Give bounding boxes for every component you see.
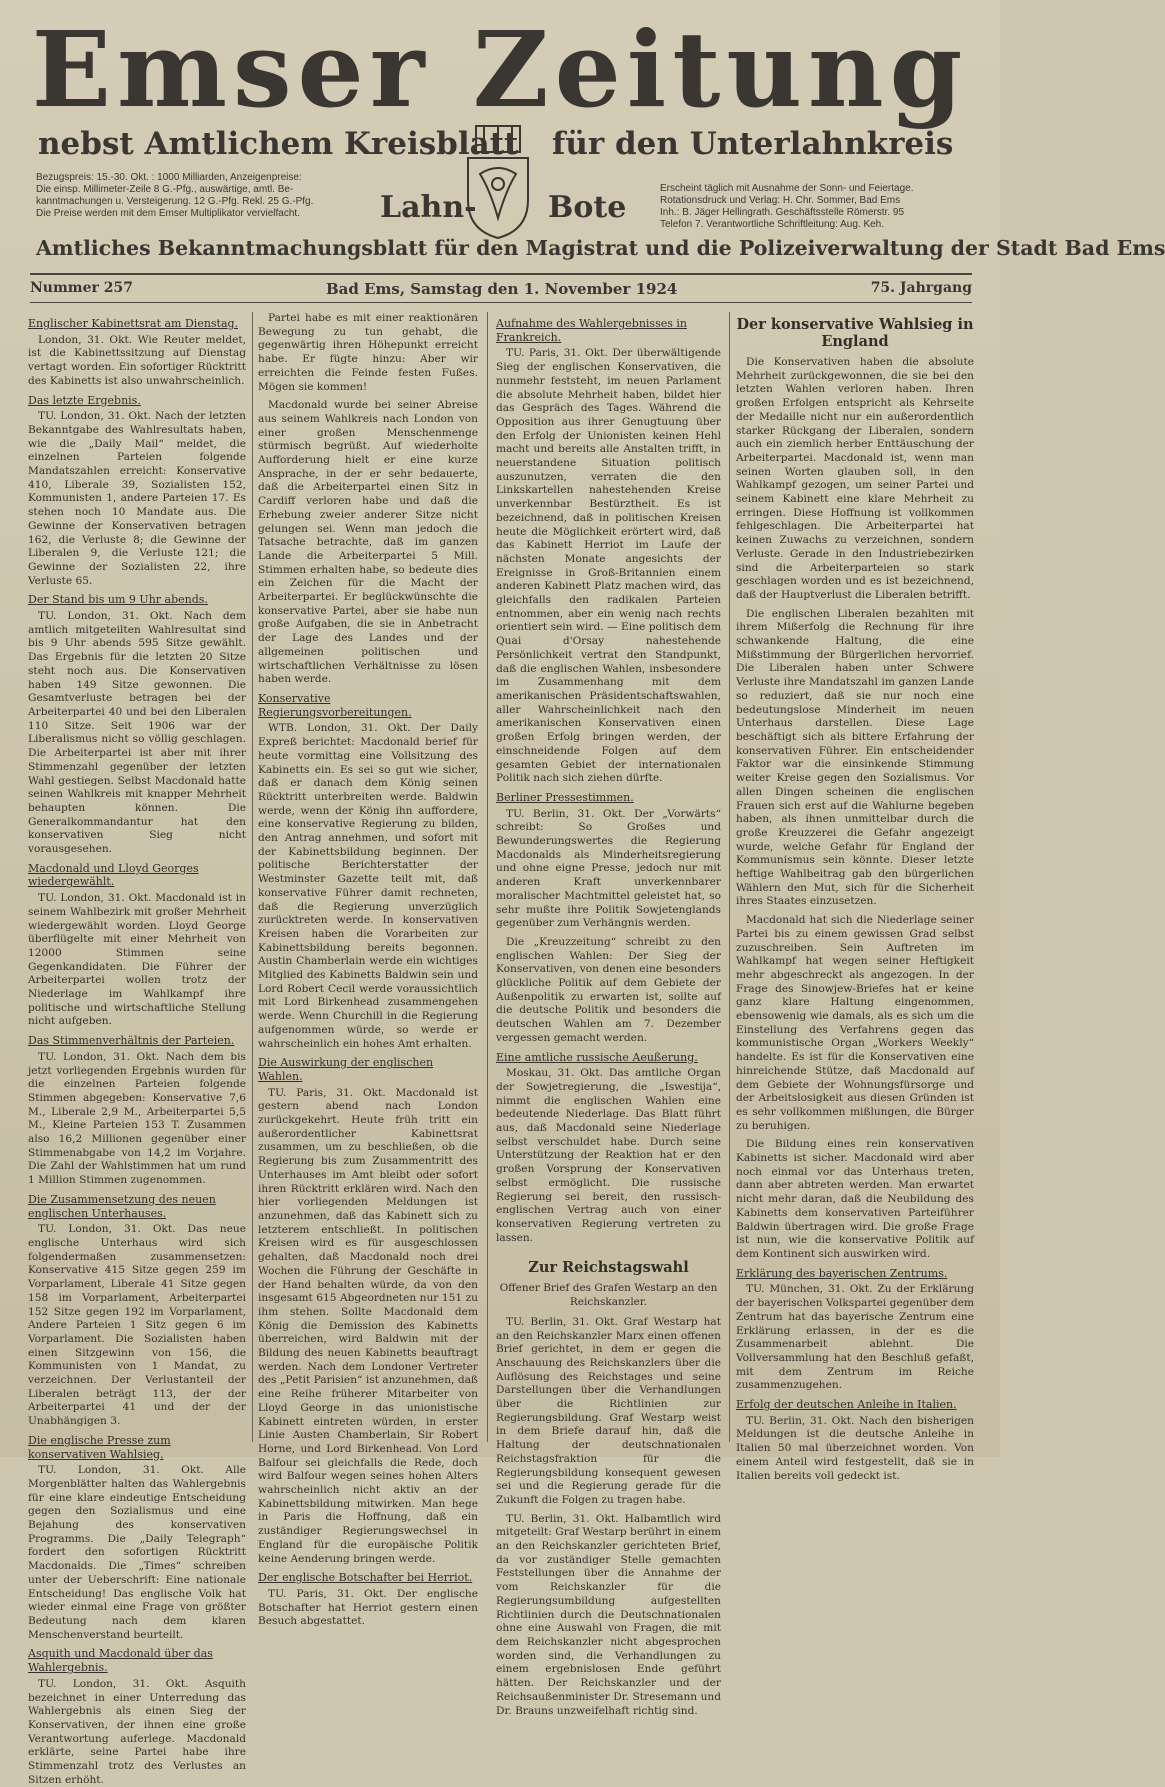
article-headline: Der Stand bis um 9 Uhr abends. <box>28 593 208 607</box>
divider-rule <box>30 302 972 303</box>
divider-rule <box>30 273 972 275</box>
section-headline: Der konservative Wahlsieg in England <box>736 316 974 350</box>
bote-label: Bote <box>548 190 627 225</box>
article-paragraph: Die Konservativen haben die absolute Mehrheit zurückgewonnen, die sie bei den letzten Wahlen verloren haben. Ihren großen Erfolgen entspricht als Kehrseite der Medaille nicht nur ein außerordentlich starker Rückgang der Liberalen, sondern auch ein ziemlich herber Enttäuschung der Arbeiterpartei. Macdonald ist, wenn man seinen Worten glauben soll, in den Wahlkampf gezogen, um seiner Partei und seinem Kabinett eine klare Mehrheit zu erringen. Diese Hoffnung ist vollkommen fehlgeschlagen. Die Arbeiterpartei hat keinen Zuwachs zu verzeichnen, sondern Verluste. Gerade in den Industriebezirken sind die Arbeiterparteien so stark geschlagen worden und es ist bezeichnend, daß der Hauptverlust die Liberalen betrifft. <box>736 356 974 601</box>
column-1 <box>28 312 246 1786</box>
issue-date: Bad Ems, Samstag den 1. November 1924 <box>326 280 678 298</box>
section-headline: Zur Reichstagswahl <box>528 1259 689 1277</box>
article-paragraph: TU. London, 31. Okt. Asquith bezeichnet in einer Unterredung das Wahlergebnis als einen Sieg der Konservativen, der ihnen eine große Verantwortung auferlege. Macdonald erklärte, seine Partei habe ihre Stimmenzahl trotz des Verlustes an Sitzen erhöht. <box>28 1677 246 1786</box>
article-headline: Das letzte Ergebnis. <box>28 393 141 407</box>
article-headline: Erfolg der deutschen Anleihe in Italien. <box>736 1398 957 1412</box>
article-headline: Asquith und Macdonald über das Wahlergebnis. <box>28 1647 213 1675</box>
article-headline: Die Zusammensetzung des neuen englischen Unterhauses. <box>28 1192 216 1220</box>
article-paragraph: TU. London, 31. Okt. Nach dem amtlich mitgeteilten Wahlresultat sind bis 9 Uhr abends 595 Sitze gewählt. Das Ergebnis für die letzten 20 Sitze steht noch aus. Die Konservativen haben 149 Sitze gewonnen. Die Gesamtverluste betragen bei der Arbeiterpartei 40 und bei den Liberalen 110 Sitze. Seit 1906 war der Liberalismus nicht so völlig geschlagen. Die Arbeiterpartei ist aber mit ihrer Stimmenzahl gegenüber der letzten Wahl gestiegen. Selbst Macdonald hatte seinen Wahlkreis mit knapper Mehrheit behaupten können. Die Generalkommandantur hat den konservativen Sieg nicht vorausgesehen. <box>28 610 246 856</box>
article-paragraph: Macdonald hat sich die Niederlage seiner Partei bis zu einem gewissen Grad selbst zuzuschreiben. Sein Auftreten im Wahlkampf hat wegen seiner Heftigkeit mehr abgeschreckt als angezogen. In der Frage des Sinowjew-Briefes hat er keine ganz klare Haltung eingenommen, ebensowenig wie damals, als es sich um die Einstellung des Verfahrens gegen das kommunistische Organ „Workers Weekly“ handelte. Es ist für die Konservativen eine hinreichende Stütze, daß Macdonald auf dem Gebiete der Wohnungsfürsorge und der Arbeitslosigkeit aus diesen Gründen ist es sehr vollkommen mißlungen, die Bürger zu beruhigen. <box>736 914 974 1132</box>
article-headline: Aufnahme des Wahlergebnisses in Frankreich. <box>496 317 687 344</box>
price-line: Die Preise werden mit dem Emser Multiplikator vervielfacht. <box>36 208 300 219</box>
newspaper-title: Emser Zeitung <box>31 8 969 131</box>
issue-number: Nummer 257 <box>30 280 133 296</box>
article-headline: Das Stimmenverhältnis der Parteien. <box>28 1034 235 1048</box>
article-subheadline: Offener Brief des Grafen Westarp an den Reichskanzler. <box>499 1282 718 1309</box>
article-paragraph: Moskau, 31. Okt. Das amtliche Organ der Sowjetregierung, die „Iswestija“, nimmt die englischen Wahlen eine bedeutende Niederlage. Das Blatt führt aus, daß Macdonald seine Niederlage selbst verschuldet habe. Durch seine Unterstützung der Reaktion hat er den großen Vorsprung der Konservativen selbst ermöglicht. Die russische Regierung sei bereit, den russisch-englischen Vertrag auch von einer konservativen Regierung vertreten zu lassen. <box>496 1067 721 1244</box>
publisher-line: Telefon 7. Verantwortliche Schriftleitung: Aug. Keh. <box>660 219 885 230</box>
article-paragraph: TU. Berlin, 31. Okt. Halbamtlich wird mitgeteilt: Graf Westarp berührt in einem an den Reichskanzler gerichteten Brief, da vor zuständiger Stelle gemachten Feststellungen über die Annahme der vom Reichskanzler für die Regierungsumbildung aufgestellten Richtlinien durch die Deutschnationalen ohne eine Auswahl von Fragen, die mit dem Reichskanzler nicht abgesprochen worden sind, die Verhandlungen zu einem ergebnislosen Ende geführt hätten. Der Reichskanzler und der Reichsaußenminister Dr. Stresemann und Dr. Brauns unzweifelhaft richtig sind. <box>496 1512 721 1717</box>
publisher-line: Inh.: B. Jäger Hellingrath. Geschäftsstelle Römerstr. 95 <box>660 207 904 218</box>
article-paragraph: TU. London, 31. Okt. Macdonald ist in seinem Wahlbezirk mit großer Mehrheit wiedergewählt worden. Lloyd George überflügelte mit einer Mehrheit von 12000 Stimmen seine Gegenkandidaten. Die Führer der Arbeiterpartei wollen trotz der Niederlage im Wahlkampf ihre politische und wirtschaftliche Stellung nicht aufgeben. <box>28 892 246 1028</box>
article-paragraph: London, 31. Okt. Wie Reuter meldet, ist die Kabinettssitzung auf Dienstag vertagt worden. Ein sofortiger Rücktritt des Kabinetts ist also unwahrscheinlich. <box>28 333 246 387</box>
publisher-info <box>660 183 970 231</box>
lahn-label: Lahn- <box>380 190 477 225</box>
article-paragraph: Macdonald wurde bei seiner Abreise aus seinem Wahlkreis nach London von einer großen Menschenmenge stürmisch begrüßt. Auf wiederholte Aufforderung hielt er eine kurze Ansprache, in der er sehr bedauerte, daß die Arbeiterpartei einen Sitz in Cardiff verloren habe und daß die Erhebung zweier anderer Sitze nicht gelungen sei. Wenn man jedoch die Tatsache betrachte, daß im ganzen Lande die Arbeiterpartei 5 Mill. Stimmen erhalten habe, so bedeute dies ein Zeichen für die Macht der Arbeiterpartei. Er beglückwünschte die konservative Partei, aber sie habe nun große Aufgaben, die sie in Anbetracht der Lage des Landes und der allgemeinen politischen und wirtschaftlichen Verhältnisse zu lösen haben werde. <box>258 399 478 686</box>
subtitle-right: für den Unterlahnkreis <box>552 126 954 162</box>
article-paragraph: TU. Paris, 31. Okt. Macdonald ist gestern abend nach London zurückgekehrt. Heute früh tritt ein außerordentlicher Kabinettsrat zusammen, um zu beschließen, ob die Regierung bis zum Zusammentritt des Unterhauses im Amt bleibt oder sofort ihren Rücktritt erklären wird. Nach den hier vorliegenden Meldungen ist anzunehmen, daß das Kabinett sich zu letzterem entschließt. In politischen Kreisen wird es für ausgeschlossen gehalten, daß Macdonald noch drei Wochen die Führung der Geschäfte in der Hand behalten würde, da von den insgesamt 615 Abgeordneten nur 151 zu ihm stehen. Sollte Macdonald dem König die Demission des Kabinetts überreichen, wird Baldwin mit der Bildung des neuen Kabinetts beauftragt werden. Nach dem Londoner Vertreter des „Petit Parisien“ ist anzunehmen, daß eine Reihe früherer Mitarbeiter von Lloyd George in das unionistische Kabinett eintreten würden, in erster Linie Austen Chamberlain, Sir Robert Horne, und Lord Birkenhead. Von Lord Balfour sei gleichfalls die Rede, doch wird Balfour wegen seines hohen Alters wahrscheinlich nicht aktiv an der Kabinettsbildung mitwirken. Man hege in Paris die Hoffnung, daß ein zuständiger Regierungswechsel in England für die europäische Politik keine Aenderung bringen werde. <box>258 1086 478 1565</box>
publisher-line: Rotationsdruck und Verlag: H. Chr. Sommer, Bad Ems <box>660 195 901 206</box>
article-paragraph: TU. Paris, 31. Okt. Der englische Botschafter hat Herriot gestern einen Besuch abgestattet. <box>258 1587 478 1628</box>
publisher-line: Erscheint täglich mit Ausnahme der Sonn- und Feiertage. <box>660 183 914 194</box>
volume-year: 75. Jahrgang <box>870 280 972 296</box>
article-headline: Berliner Pressestimmen. <box>496 790 634 804</box>
masthead <box>0 0 1165 300</box>
article-paragraph: Partei habe es mit einer reaktionären Bewegung zu tun gehabt, die gegenwärtig ihren Höhepunkt erreicht habe. Er fügte hinzu: Aber wir erreichten die Feinde festen Fußes. Mögen sie kommen! <box>258 312 478 393</box>
article-paragraph: TU. Berlin, 31. Okt. Graf Westarp hat an den Reichskanzler Marx einen offenen Brief gerichtet, in dem er gegen die Anschauung des Reichskanzlers über die Auflösung des Reichstages und seine Darstellungen über die Verhandlungen über die Richtlinien zur Regierungsbildung. Graf Westarp weist in dem Briefe darauf hin, daß die Haltung der deutschnationalen Reichstagsfraktion für die Regierungsbildung konsequent gewesen sei und die Regierung gerade für die Zukunft die Folgen zu tragen habe. <box>496 1315 721 1506</box>
price-line: kanntmachungen u. Versteigerung. 12 G.-Pfg. Rekl. 25 G.-Pfg. <box>36 196 314 207</box>
article-paragraph: Die „Kreuzzeitung“ schreibt zu den englischen Wahlen: Der Sieg der Konservativen, von denen eine besonders glückliche Politik auf dem Gebiete der Außenpolitik zu erwarten ist, sollte auf die deutsche Politik und besonders die deutschen Wahlen am 7. Dezember vergessen gemacht werden. <box>496 935 721 1044</box>
article-paragraph: TU. Paris, 31. Okt. Der überwältigende Sieg der englischen Konservativen, die nunmehr feststeht, im neuen Parlament die absolute Mehrheit haben, bildet hier das Gespräch des Tages. Während die Opposition aus ihrer Genugtuung über den Erfolg der Unionisten keinen Hehl macht und bereits alle Anstalten trifft, in neuerstandene Situation politisch auszunutzen, verraten die den Linkskartellen nahestehenden Kreise unverkennbar Bestürztheit. Es ist bezeichnend, daß in politischen Kreisen heute die Möglichkeit erörtert wird, daß das Kabinett Herriot im Laufe der nächsten Monate angesichts der Ereignisse in Groß-Britannien einem anderen Kabinett Platz machen wird, das gleichfalls den radikalen Parteien entnommen, aber ein wenig nach rechts orientiert sein wird. — Eine politisch dem Quai d'Orsay nahestehende Persönlichkeit vertrat den Standpunkt, daß die englischen Wahlen, insbesondere im Zusammenhang mit dem amerikanischen Präsidentschaftswahlen, aller Wahrscheinlichkeit nach den amerikanischen Konservativen einen großen Erfolg bringen werden, der einschneidende Folgen auf dem gesamten Gebiet der internationalen Politik nach sich ziehen dürfte. <box>496 347 721 785</box>
article-paragraph: Die Bildung eines rein konservativen Kabinetts ist sicher. Macdonald wird aber noch einmal vor das Unterhaus treten, dann aber abtreten werden. Man erwartet nicht mehr daran, daß die Neubildung des Kabinetts dem konservativen Parteiführer Baldwin übertragen wird. Die große Frage ist nun, wie die konservative Politik auf dem Kontinent sich auswirken wird. <box>736 1138 974 1260</box>
official-gazette-line: Amtliches Bekanntmachungsblatt für den Magistrat und die Polizeiverwaltung der Stadt Bad Ems <box>36 236 1165 260</box>
price-line: Die einsp. Millimeter-Zeile 8 G.-Pfg., auswärtige, amtl. Be- <box>36 184 294 195</box>
column-divider <box>729 312 730 1442</box>
article-paragraph: TU. Berlin, 31. Okt. Nach den bisherigen Meldungen ist die deutsche Anleihe in Italien 50 mal überzeichnet worden. Von einem Anteil wird festgestellt, daß sie in Italien bereits voll gedeckt ist. <box>736 1414 974 1482</box>
price-line: Bezugspreis: 15.-30. Okt. : 1000 Milliarden, Anzeigenpreise: <box>36 172 302 183</box>
article-paragraph: TU. München, 31. Okt. Zu der Erklärung der bayerischen Volkspartei gegenüber dem Zentrum hat das bayerische Zentrum eine Erklärung erlassen, in der es die Zusammenarbeit ablehnt. Die Vollversammlung hat den Beschluß gefaßt, mit dem Zentrum im Reiche zusammenzugehen. <box>736 1283 975 1392</box>
article-paragraph: TU. London, 31. Okt. Nach der letzten Bekanntgabe des Wahlresultats haben, wie die „Daily Mail“ meldet, die einzelnen Parteien folgende Mandatszahlen erreicht: Konservative 410, Liberale 39, Sozialisten 152, Kommunisten 1, andere Parteien 17. Es stehen noch 10 Mandate aus. Die Gewinne der Konservativen betragen 162, die Verluste 8; die Gewinne der Liberalen 9, die Verluste 121; die Gewinne der Sozialisten 22, ihre Verluste 65. <box>28 410 246 587</box>
article-headline: Die Auswirkung der englischen Wahlen. <box>258 1056 434 1083</box>
column-divider <box>252 312 253 1442</box>
article-headline: Die englische Presse zum konservativen Wahlsieg. <box>28 1433 171 1461</box>
price-info <box>36 172 336 220</box>
article-paragraph: TU. London, 31. Okt. Alle Morgenblätter halten das Wahlergebnis für eine klare eindeutige Entscheidung gegen den Sozialismus und eine Bejahung des konservativen Programms. Die „Daily Telegraph“ fordert den sofortigen Rücktritt Macdonalds. Die „Times“ schreiben unter der Ueberschrift: Eine nationale Entscheidung! Das englische Volk hat wieder einmal eine Frage von größter Bedeutung nach dem klaren Menschenverstand beurteilt. <box>28 1464 246 1641</box>
column-3 <box>496 312 721 1717</box>
dateline <box>30 280 972 302</box>
article-headline: Der englische Botschafter bei Herriot. <box>258 1571 473 1585</box>
article-headline: Englischer Kabinettsrat am Dienstag. <box>28 317 239 330</box>
column-4 <box>736 312 975 1482</box>
subtitle-left: nebst Amtlichem Kreisblatt <box>38 126 519 162</box>
article-headline: Konservative Regierungsvorbereitungen. <box>258 691 412 719</box>
article-paragraph: TU. London, 31. Okt. Nach dem bis jetzt vorliegenden Ergebnis wurden für die einzelnen Parteien folgende Stimmen abgegeben: Konservative 7,6 M., Liberale 2,9 M., Arbeiterpartei 5,5 M., Kleine Parteien 153 T. Zusammen also 16,2 Millionen gegenüber einer Stimmenabgabe von 14,2 im Vorjahre. Die Zahl der Wahlstimmen hat um rund 1 Million Stimmen zugenommen. <box>28 1050 246 1187</box>
article-headline: Eine amtliche russische Aeußerung. <box>496 1050 698 1064</box>
article-headline: Macdonald und Lloyd Georges wiedergewählt. <box>28 861 199 889</box>
column-divider <box>487 312 488 1442</box>
article-paragraph: TU. London, 31. Okt. Das neue englische Unterhaus wird sich folgendermaßen zusammensetzen: Konservative 415 Sitze gegen 259 im Vorparlament, Liberale 41 Sitze gegen 158 im Vorparlament, Arbeiterpartei 152 Sitze gegen 192 im Vorparlament, Andere Parteien 1 Sitz gegen 6 im Vorparlament. Die Sozialisten haben einen Sitzgewinn von 156, die Kommunisten von 1 Mandat, zu verzeichnen. Der Verlustanteil der Liberalen beträgt 113, der der Arbeiterpartei 41 und der der Unabhängigen 3. <box>28 1223 246 1428</box>
article-paragraph: Die englischen Liberalen bezahlten mit ihrem Mißerfolg die Rechnung für ihre schwankende Haltung, die eine Mißstimmung der Bürgerlichen hervorrief. Die Liberalen haben unter Schwere Verluste ihre Mandatszahl im ganzen Lande so reduziert, daß sie nur noch eine bedeutungslose Minderheit im neuen Unterhaus darstellen. Diese Lage beschäftigt sich als bittere Erfahrung der konservativen Führer. Ein entscheidender Faktor war die einsinkende Stimmung weiter Kreise gegen den Sozialismus. Vor allen Dingen scheinen die englischen Frauen sich erst auf die Wahlurne begeben haben, als ihnen unmittelbar durch die große Kreuzzerei die Gefahr angezeigt wurde, welche Gefahr für England der Kommunismus sein könnte. Dieser letzte heftige Wahlbeitrag gab den bürgerlichen Wählern den Mut, sich für die Sicherheit ihres Staates einzusetzen. <box>736 607 974 908</box>
article-paragraph: TU. Berlin, 31. Okt. Der „Vorwärts“ schreibt: So Großes und Bewunderungswertes die Regierung Macdonalds als Minderheitsregierung und ohne eigne Presse, jedoch nur mit anderen Kraft unverkennbarer moralischer Machtmittel geleistet hat, so sehr mußte ihre Politik Sowjetenglands gegenüber zum Verhängnis werden. <box>496 807 721 930</box>
article-headline: Erklärung des bayerischen Zentrums. <box>736 1266 948 1280</box>
article-paragraph: WTB. London, 31. Okt. Der Daily Expreß berichtet: Macdonald berief für heute vormittag eine Vollsitzung des Kabinetts ein. Es sei so gut wie sicher, daß er danach dem König seinen Rücktritt unterbreiten werde. Baldwin werde, wenn der König ihn auffordere, eine konservative Regierung zu bilden, den Antrag annehmen, und sofort mit der Kabinettsbildung beginnen. Der politische Berichterstatter der Westminster Gazette teilt mit, daß konservative Führer damit rechneten, daß die Regierung unverzüglich zurücktreten werde. In konservativen Kreisen haben die Vorarbeiten zur Kabinettsbildung bereits begonnen. Austin Chamberlain werde ein wichtiges Mitglied des Kabinetts Baldwin sein und Lord Robert Cecil werde voraussichtlich mit Lord Birkenhead zusammengehen werde. Wenn Churchill in die Regierung aufgenommen würde, so werde er wahrscheinlich ein hohes Amt erhalten. <box>258 722 478 1050</box>
column-2 <box>258 312 478 1628</box>
